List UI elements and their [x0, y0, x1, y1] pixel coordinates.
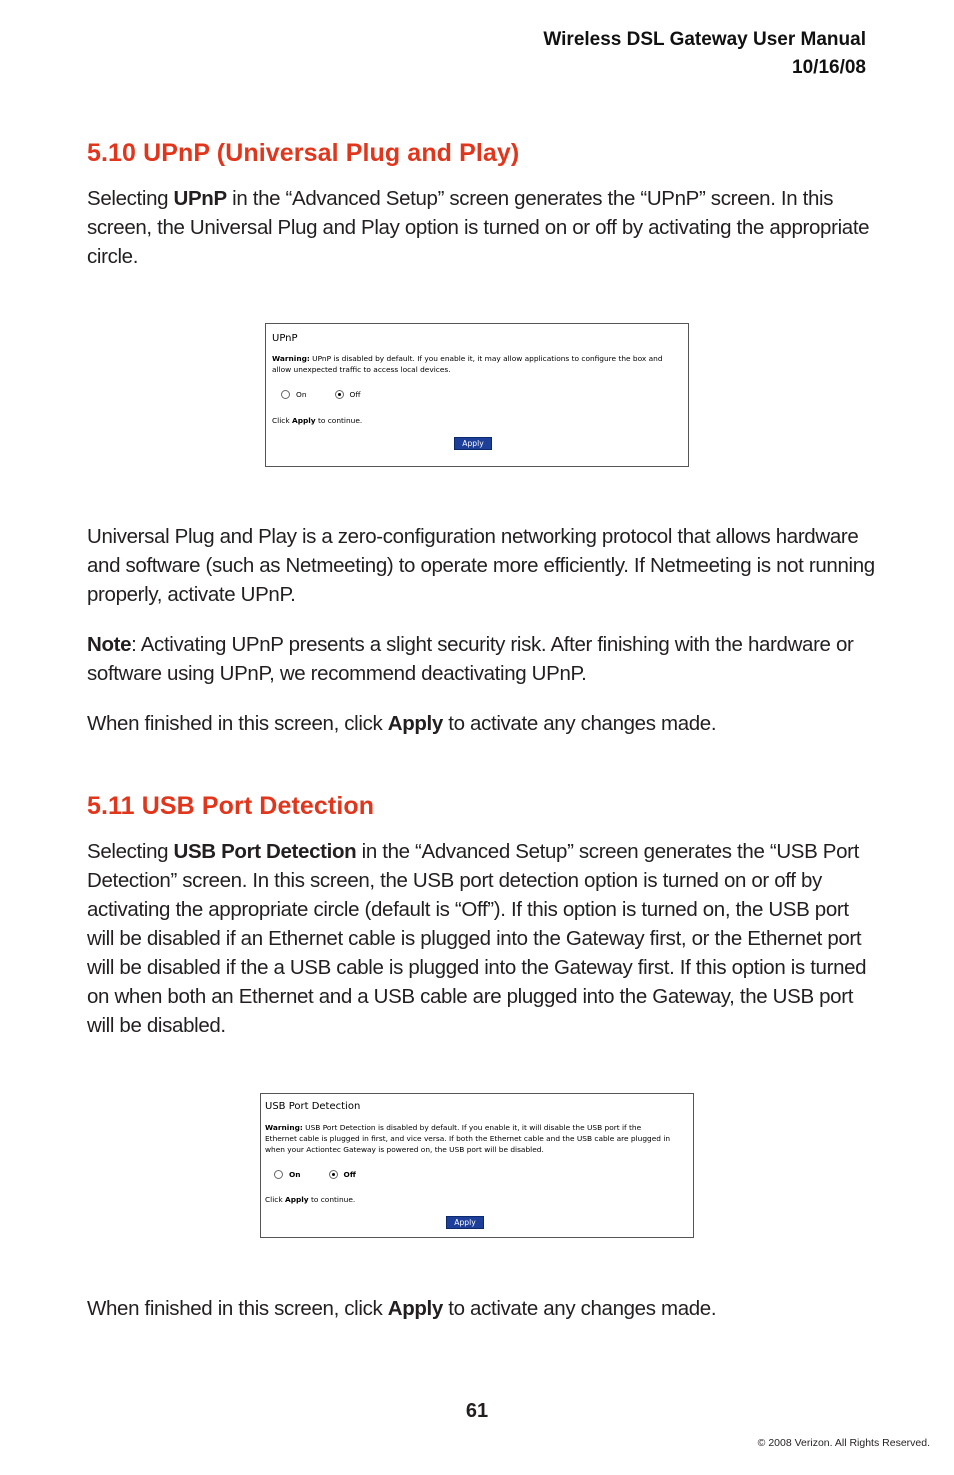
upnp-apply-button[interactable]: Apply [454, 437, 492, 450]
usb-port-detection-screenshot [260, 1093, 694, 1238]
copyright-notice: © 2008 Verizon. All Rights Reserved. [757, 1437, 930, 1449]
upnp-off-label: Off [349, 390, 361, 399]
upnp-screen-title: UPnP [272, 333, 298, 344]
usb-radio-group [274, 1170, 384, 1179]
section-heading-upnp: 5.10 UPnP (Universal Plug and Play) [87, 139, 520, 167]
usb-apply-button[interactable]: Apply [446, 1216, 484, 1229]
upnp-finish-paragraph: When finished in this screen, click Apply to activate any changes made. [87, 712, 717, 735]
upnp-intro-paragraph: Selecting UPnP in the “Advanced Setup” screen generates the “UPnP” screen. In this screen, the Universal Plug and Play option is turned on or off by activating the appropriate circle. [87, 187, 870, 268]
section-heading-usb-port-detection: 5.11 USB Port Detection [87, 792, 375, 820]
upnp-note-paragraph: Note: Activating UPnP presents a slight security risk. After finishing with the hardware or software using UPnP, we recommend deactivating UPnP. [87, 633, 854, 685]
upnp-off-radio[interactable] [335, 390, 344, 399]
usb-warning-text: Warning: USB Port Detection is disabled by default. If you enable it, it will disable the USB port if the Ethernet cable is plugged in first, and vice versa. If both the Ethernet cable and the USB cable are plugged in when your Actiontec Gateway is powered on, the USB port will be disabled. [265, 1123, 671, 1154]
usb-finish-paragraph: When finished in this screen, click Apply to activate any changes made. [87, 1297, 717, 1320]
upnp-screenshot [265, 323, 689, 467]
manual-title: Wireless DSL Gateway User Manual [543, 29, 866, 50]
page-number: 61 [465, 1400, 489, 1422]
upnp-warning-text: Warning: UPnP is disabled by default. If you enable it, it may allow applications to configure the box and allow unexpected traffic to access local devices. [272, 354, 663, 374]
usb-intro-paragraph: Selecting USB Port Detection in the “Advanced Setup” screen generates the “USB Port Detection” screen. In this screen, the USB port detection option is turned on or off by activating the appropriate circle (default is “Off”). If this option is turned on, the USB port will be disabled if an Ethernet cable is plugged into the Gateway first, or the Ethernet port will be disabled if the a USB cable is plugged into the Gateway first. If this option is turned on when both an Ethernet and a USB cable are plugged into the Gateway, the USB port will be disabled. [87, 840, 867, 1037]
upnp-description-paragraph: Universal Plug and Play is a zero-configuration networking protocol that allows hardware and software (such as Netmeeting) to operate more efficiently. If Netmeeting is not running properly, activate UPnP. [87, 525, 875, 606]
upnp-radio-group [281, 390, 388, 399]
usb-screen-title: USB Port Detection [265, 1101, 361, 1112]
usb-click-apply-text: Click Apply to continue. [265, 1195, 356, 1204]
usb-on-radio[interactable] [274, 1170, 283, 1179]
running-header [543, 26, 866, 82]
usb-off-radio[interactable] [329, 1170, 338, 1179]
usb-on-label: On [289, 1170, 301, 1179]
manual-date: 10/16/08 [792, 57, 866, 78]
upnp-on-label: On [296, 390, 307, 399]
usb-off-label: Off [343, 1170, 356, 1179]
upnp-click-apply-text: Click Apply to continue. [272, 416, 363, 425]
upnp-on-radio[interactable] [281, 390, 290, 399]
